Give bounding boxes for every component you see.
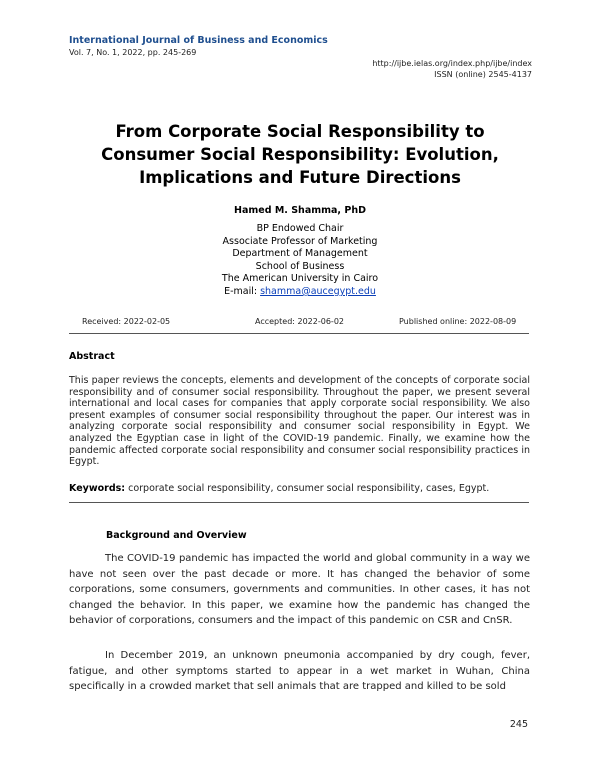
journal-url: http://ijbe.ielas.org/index.php/ijbe/index (372, 59, 532, 68)
author-name: Hamed M. Shamma, PhD (234, 205, 366, 216)
author-affiliation (0, 223, 600, 299)
title-line: Implications and Future Directions (139, 168, 461, 187)
title-line: Consumer Social Responsibility: Evolution, (101, 145, 499, 164)
affiliation-line: Department of Management (232, 248, 368, 260)
divider (69, 502, 529, 503)
abstract-text: This paper reviews the concepts, elements and development of the concepts of corporate social responsibility and of consumer social responsibility. Throughout the paper, we present several international and local cases for companies that apply corporate social responsibility. We also present examples of consumer social responsibility throughout the paper. Our interest was in analyzing corporate social responsibility and consumer social responsibility in Egypt. We analyzed the Egyptian case in light of the COVID-19 pandemic. Finally, we examine how the pandemic affected corporate social responsibility and consumer social responsibility practices in Egypt. (69, 375, 530, 468)
email-line (0, 286, 600, 299)
divider (69, 333, 529, 334)
keywords (69, 483, 489, 494)
affiliation-line: Associate Professor of Marketing (222, 235, 378, 247)
affiliation-line: The American University in Cairo (221, 273, 379, 285)
section-heading: Background and Overview (106, 530, 247, 541)
abstract-heading: Abstract (69, 351, 115, 362)
body-paragraph: The COVID-19 pandemic has impacted the world and global community in a way we have not seen over the past decade or more. It has changed the behavior of some corporations, some consumers, governments and communities. In other cases, it has not changed the behavior. In this paper, we examine how the pandemic has changed the behavior of corporations, consumers and the impact of this pandemic on CSR and CnSR. (69, 553, 530, 627)
volume-info: Vol. 7, No. 1, 2022, pp. 245-269 (69, 48, 197, 57)
paper-title (60, 120, 540, 189)
page-number: 245 (509, 719, 528, 730)
email-label: E-mail: (224, 285, 261, 297)
keywords-label: Keywords: (69, 483, 126, 494)
accepted-date: Accepted: 2022-06-02 (255, 317, 344, 326)
body-paragraph: In December 2019, an unknown pneumonia accompanied by dry cough, fever, fatigue, and other symptoms started to appear in a wet market in Wuhan, China specifically in a crowded market that sell animals that are trapped and killed to be sold (69, 650, 530, 693)
received-date: Received: 2022-02-05 (82, 317, 171, 326)
published-date: Published online: 2022-08-09 (399, 317, 517, 326)
title-line: From Corporate Social Responsibility to (115, 122, 485, 141)
journal-name: International Journal of Business and Economics (69, 35, 328, 46)
issn: ISSN (online) 2545-4137 (434, 70, 532, 79)
email-link[interactable]: shamma@aucegypt.edu (260, 285, 376, 297)
affiliation-line: School of Business (255, 260, 345, 272)
affiliation-line: BP Endowed Chair (256, 223, 344, 234)
keywords-text: corporate social responsibility, consumer social responsibility, cases, Egypt. (125, 483, 490, 494)
